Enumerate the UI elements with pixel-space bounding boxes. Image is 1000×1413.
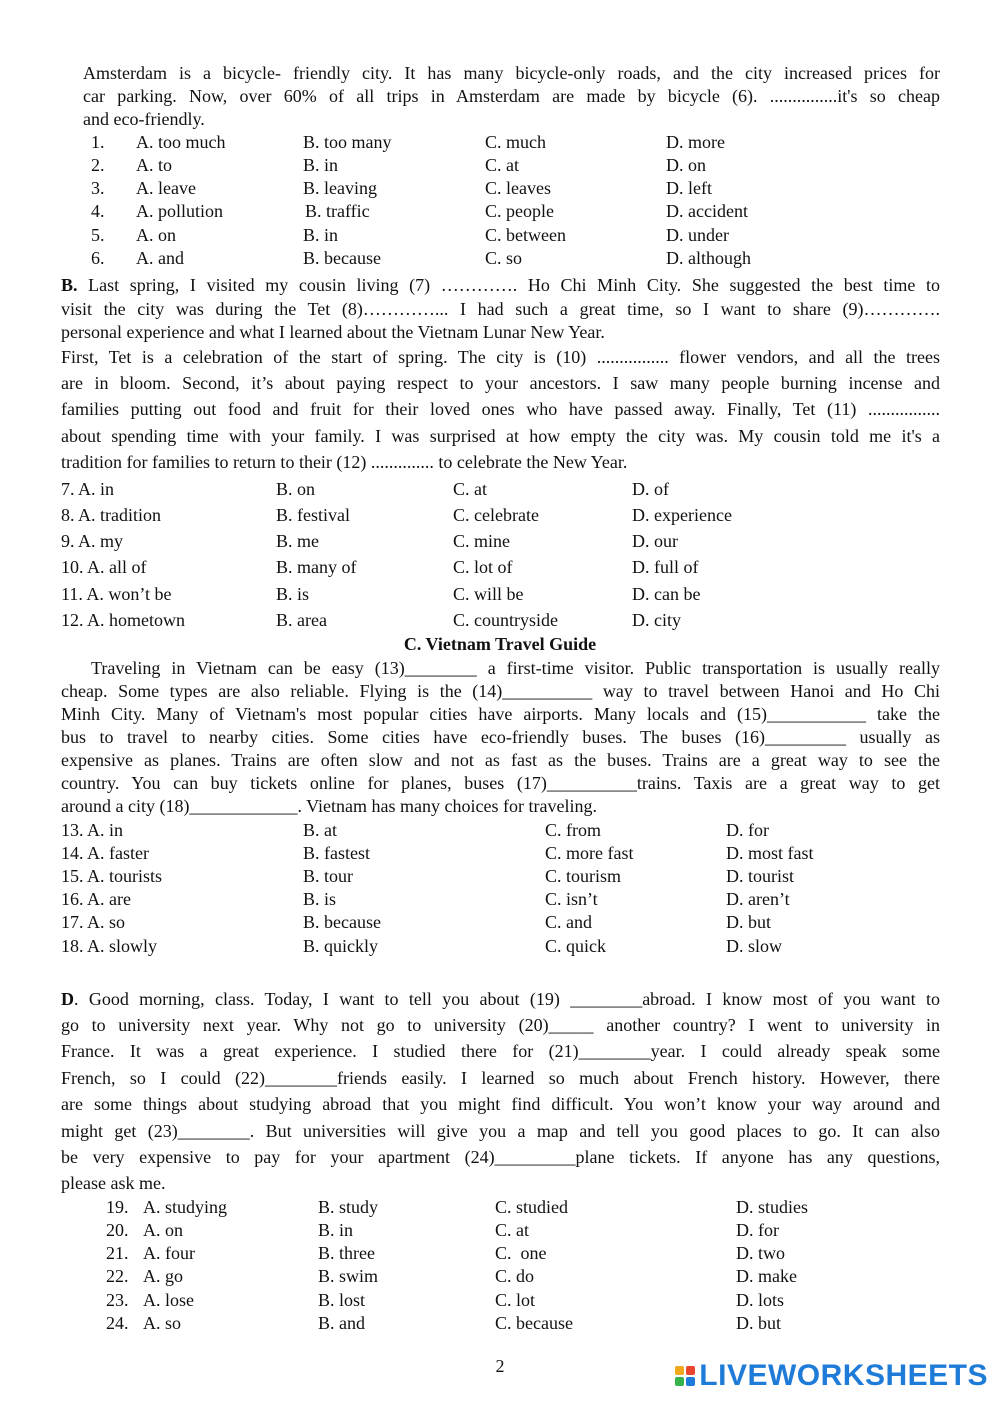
question-number: 3. (91, 178, 105, 198)
option-c[interactable]: C. one (495, 1243, 547, 1263)
question-number: 23. (106, 1290, 129, 1310)
option-c[interactable]: C. between (485, 225, 566, 245)
section-b-line-6: families putting out food and fruit for their loved ones who have passed away. Finally, Tet (11) ................ (61, 399, 940, 419)
option-a[interactable]: 16. A. are (61, 889, 131, 909)
logo-square (675, 1366, 684, 1375)
question-number: 22. (106, 1266, 129, 1286)
option-c[interactable]: C. celebrate (453, 505, 539, 525)
section-b-line-3: personal experience and what I learned about the Vietnam Lunar New Year. (61, 322, 605, 342)
option-b[interactable]: B. swim (318, 1266, 379, 1286)
option-d[interactable]: D. slow (726, 936, 783, 956)
option-b[interactable]: B. because (303, 248, 381, 268)
option-d[interactable]: D. experience (632, 505, 732, 525)
option-d[interactable]: D. but (736, 1313, 781, 1333)
option-a[interactable]: 15. A. tourists (61, 866, 163, 886)
section-b-line-1: B. Last spring, I visited my cousin living (7) …………. Ho Chi Minh City. She suggested the best time to (61, 275, 940, 295)
option-b[interactable]: B. at (303, 820, 337, 840)
section-b-line-7: about spending time with your family. I was surprised at how empty the city was. My cousin told me it's a (61, 426, 940, 446)
option-d[interactable]: D. under (666, 225, 729, 245)
option-b[interactable]: B. in (303, 225, 339, 245)
option-d[interactable]: D. our (632, 531, 678, 551)
section-b-line-4: First, Tet is a celebration of the start of spring. The city is (10) ................ flower vendors, and all the trees (61, 347, 940, 367)
option-c[interactable]: C. so (485, 248, 523, 268)
section-c-line-1: Traveling in Vietnam can be easy (13)________ a first-time visitor. Public transportation is usually really (91, 658, 940, 678)
option-b[interactable]: B. is (276, 584, 310, 604)
option-a[interactable]: A. on (143, 1220, 183, 1240)
option-b[interactable]: B. many of (276, 557, 357, 577)
option-d[interactable]: D. most fast (726, 843, 814, 863)
question-number: 1. (91, 132, 105, 152)
option-a[interactable]: 18. A. slowly (61, 936, 158, 956)
question-number: 2. (91, 155, 105, 175)
liveworksheets-icon (675, 1366, 695, 1386)
option-d[interactable]: D. more (666, 132, 725, 152)
option-d[interactable]: D. accident (666, 201, 748, 221)
option-d[interactable]: D. aren’t (726, 889, 790, 909)
section-a-line-2: car parking. Now, over 60% of all trips in Amsterdam are made by bicycle (6). ...............it's so cheap (83, 86, 940, 106)
option-a[interactable]: A. studying (143, 1197, 228, 1217)
option-c[interactable]: C. more fast (545, 843, 634, 863)
section-d-line-6: might get (23)________. But universities will give you a map and tell you good places to go. It can also (61, 1121, 940, 1141)
section-b-line-8: tradition for families to return to their (12) .............. to celebrate the New Year. (61, 452, 628, 472)
liveworksheets-wordmark: LIVEWORKSHEETS (699, 1359, 988, 1392)
question-number: 6. (91, 248, 105, 268)
section-c-line-2: cheap. Some types are also reliable. Flying is the (14)__________ way to travel between Hanoi and Ho Chi (61, 681, 940, 701)
option-c[interactable]: C. mine (453, 531, 510, 551)
option-d[interactable]: D. for (726, 820, 769, 840)
option-d[interactable]: D. tourist (726, 866, 795, 886)
option-b[interactable]: B. me (276, 531, 319, 551)
option-c[interactable]: C. tourism (545, 866, 622, 886)
option-a[interactable]: A. too much (136, 132, 226, 152)
option-b[interactable]: B. is (303, 889, 337, 909)
option-c[interactable]: C. lot (495, 1290, 536, 1310)
option-a[interactable]: A. lose (143, 1290, 194, 1310)
section-c-line-3: Minh City. Many of Vietnam's most popular cities have airports. Many locals and (15)___________ take the (61, 704, 940, 724)
section-a-line-1: Amsterdam is a bicycle- friendly city. It has many bicycle-only roads, and the city increased prices for (83, 63, 940, 83)
option-a[interactable]: 9. A. my (61, 531, 124, 551)
option-b[interactable]: B. in (318, 1220, 354, 1240)
section-c-line-6: country. You can buy tickets online for planes, buses (17)__________trains. Taxis are a great way to get (61, 773, 940, 793)
option-a[interactable]: 11. A. won’t be (61, 584, 172, 604)
option-a[interactable]: A. to (136, 155, 172, 175)
logo-square (686, 1377, 695, 1386)
option-a[interactable]: 13. A. in (61, 820, 124, 840)
question-number: 24. (106, 1313, 129, 1333)
section-c-line-4: bus to travel to nearby cities. Some cities have eco-friendly buses. The buses (16)_________ usually as (61, 727, 940, 747)
option-c[interactable]: C. isn’t (545, 889, 598, 909)
option-c[interactable]: C. will be (453, 584, 524, 604)
option-b[interactable]: B. study (318, 1197, 379, 1217)
question-number: 5. (91, 225, 105, 245)
section-d-line-7: be very expensive to pay for your apartment (24)_________plane tickets. If anyone has any questions, (61, 1147, 940, 1167)
option-d[interactable]: D. for (736, 1220, 779, 1240)
option-b[interactable]: B. leaving (303, 178, 377, 198)
option-b[interactable]: B. in (303, 155, 339, 175)
section-d-line-2: go to university next year. Why not go to university (20)_____ another country? I went to university in (61, 1015, 940, 1035)
section-c-line-7: around a city (18)____________. Vietnam has many choices for traveling. (61, 796, 597, 816)
option-b[interactable]: B. quickly (303, 936, 378, 956)
section-d-line-3: France. It was a great experience. I studied there for (21)________year. I could already speak some (61, 1041, 940, 1061)
option-a[interactable]: 10. A. all of (61, 557, 147, 577)
option-b[interactable]: B. tour (303, 866, 354, 886)
page-number: 2 (495, 1356, 505, 1376)
question-number: 19. (106, 1197, 129, 1217)
option-c[interactable]: C. do (495, 1266, 535, 1286)
section-d-line-5: are some things about studying abroad that you might find difficult. You won’t know your way around and (61, 1094, 940, 1114)
option-a[interactable]: A. four (143, 1243, 195, 1263)
option-d[interactable]: D. left (666, 178, 712, 198)
option-b[interactable]: B. festival (276, 505, 350, 525)
section-c-line-5: expensive as planes. Trains are often slow and not as fast as the buses. Trains are a great way to see the (61, 750, 940, 770)
option-b[interactable]: B. lost (318, 1290, 366, 1310)
option-a[interactable]: 12. A. hometown (61, 610, 185, 630)
option-a[interactable]: 8. A. tradition (61, 505, 161, 525)
option-c[interactable]: C. people (485, 201, 554, 221)
section-c-title: C. Vietnam Travel Guide (403, 634, 597, 654)
question-number: 20. (106, 1220, 129, 1240)
section-d-line-1: D. Good morning, class. Today, I want to tell you about (19) ________abroad. I know most of you want to (61, 989, 940, 1009)
option-c[interactable]: C. studied (495, 1197, 569, 1217)
option-a[interactable]: A. on (136, 225, 176, 245)
logo-square (675, 1377, 684, 1386)
option-d[interactable]: D. can be (632, 584, 701, 604)
option-c[interactable]: C. at (485, 155, 519, 175)
section-b-label: B. (61, 275, 78, 295)
section-b-line-2: visit the city was during the Tet (8)…………... I had such a great time, so I want to share (9)…………. (61, 299, 940, 319)
section-d-label: D (61, 989, 74, 1009)
section-d-line-8: please ask me. (61, 1173, 166, 1193)
option-d[interactable]: D. city (632, 610, 681, 630)
section-b-line-5: are in bloom. Second, it’s about paying respect to your ancestors. I saw many people burning incense and (61, 373, 940, 393)
option-d[interactable]: D. although (666, 248, 751, 268)
option-a[interactable]: 7. A. in (61, 479, 115, 499)
option-a[interactable]: 14. A. faster (61, 843, 149, 863)
option-d[interactable]: D. lots (736, 1290, 785, 1310)
option-a[interactable]: A. so (143, 1313, 182, 1333)
option-a[interactable]: A. and (136, 248, 184, 268)
option-d[interactable]: D. make (736, 1266, 797, 1286)
option-c[interactable]: C. and (545, 912, 592, 932)
option-a[interactable]: A. go (143, 1266, 183, 1286)
liveworksheets-logo[interactable] (675, 1359, 988, 1393)
option-c[interactable]: C. much (485, 132, 546, 152)
option-b[interactable]: B. too many (303, 132, 392, 152)
option-b[interactable]: B. area (276, 610, 327, 630)
option-b[interactable]: B. traffic (305, 201, 370, 221)
option-d[interactable]: D. of (632, 479, 669, 499)
option-a[interactable]: A. leave (136, 178, 196, 198)
option-c[interactable]: C. lot of (453, 557, 513, 577)
option-b[interactable]: B. fastest (303, 843, 370, 863)
option-a[interactable]: 17. A. so (61, 912, 126, 932)
section-d-line-4: French, so I could (22)________friends easily. I learned so much about French history. However, there (61, 1068, 940, 1088)
option-c[interactable]: C. leaves (485, 178, 551, 198)
option-c[interactable]: C. countryside (453, 610, 558, 630)
option-c[interactable]: C. because (495, 1313, 573, 1333)
option-c[interactable]: C. at (495, 1220, 529, 1240)
option-d[interactable]: D. two (736, 1243, 785, 1263)
option-d[interactable]: D. full of (632, 557, 699, 577)
option-b[interactable]: B. because (303, 912, 381, 932)
option-d[interactable]: D. but (726, 912, 771, 932)
option-b[interactable]: B. on (276, 479, 316, 499)
option-a[interactable]: A. pollution (136, 201, 224, 221)
option-d[interactable]: D. studies (736, 1197, 808, 1217)
logo-square (686, 1366, 695, 1375)
option-c[interactable]: C. from (545, 820, 601, 840)
option-c[interactable]: C. quick (545, 936, 606, 956)
question-number: 21. (106, 1243, 129, 1263)
option-b[interactable]: B. three (318, 1243, 375, 1263)
question-number: 4. (91, 201, 105, 221)
option-d[interactable]: D. on (666, 155, 706, 175)
option-c[interactable]: C. at (453, 479, 487, 499)
option-b[interactable]: B. and (318, 1313, 365, 1333)
section-a-line-3: and eco-friendly. (83, 109, 205, 129)
